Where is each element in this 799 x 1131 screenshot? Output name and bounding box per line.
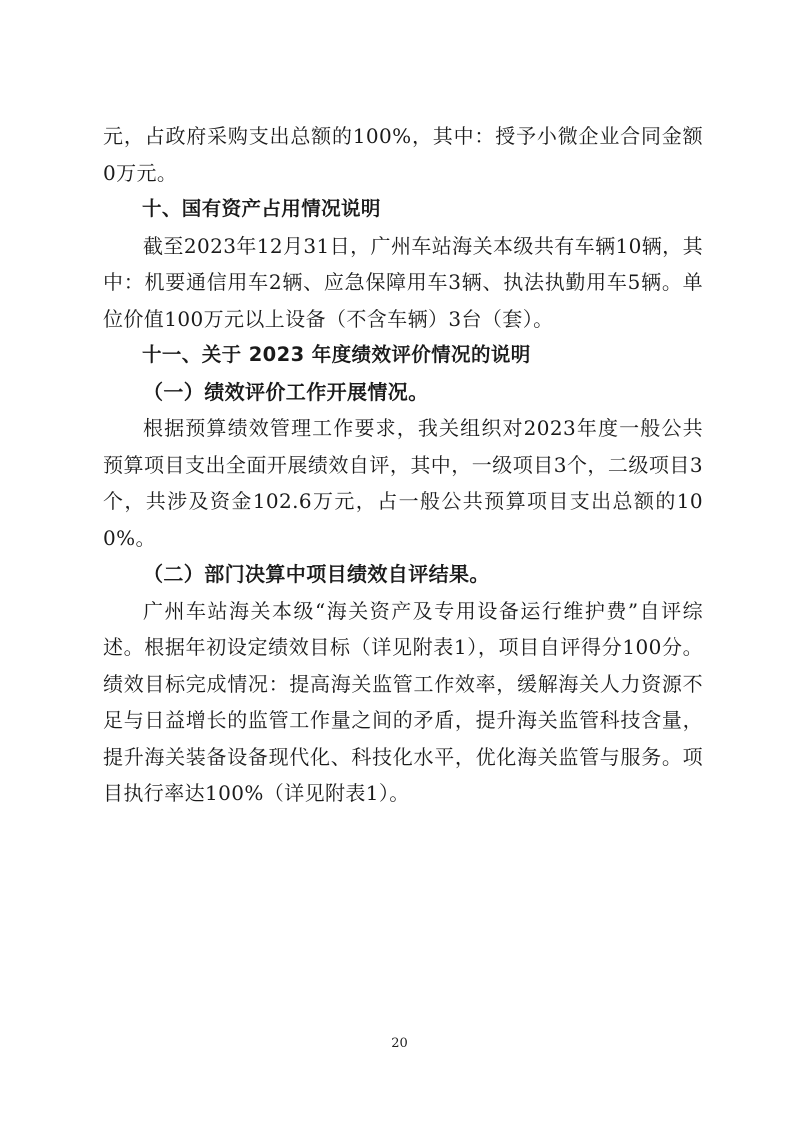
paragraph-self-evaluation-results: 广州车站海关本级“海关资产及专用设备运行维护费”自评综述。根据年初设定绩效目标（详见附表1），项目自评得分100分。绩效目标完成情况：提高海关监管工作效率，缓解海关人力资源不足与日益增长的监管工作量之间的矛盾，提升海关监管科技含量，提升海关装备设备现代化、科技化水平，优化海关监管与服务。项目执行率达100%（详见附表1）。 [103, 598, 703, 805]
paragraph-state-assets: 截至2023年12月31日，广州车站海关本级共有车辆10辆，其中：机要通信用车2辆、应急保障用车3辆、执法执勤用车5辆。单位价值100万元以上设备（不含车辆）3台（套）。 [103, 233, 703, 331]
document-body [103, 118, 703, 812]
subheading-self-evaluation-results: （二）部门决算中项目绩效自评结果。 [143, 562, 490, 586]
paragraph-evaluation-work: 根据预算绩效管理工作要求，我关组织对2023年度一般公共预算项目支出全面开展绩效自评，其中，一级项目3个，二级项目3个，共涉及资金102.6万元，占一般公共预算项目支出总额的100%。 [103, 416, 703, 550]
section-heading-state-assets: 十、国有资产占用情况说明 [142, 197, 381, 220]
page-number: 20 [391, 1036, 408, 1051]
section-heading-performance-evaluation: 十一、关于 2023 年度绩效评价情况的说明 [142, 343, 531, 366]
subheading-evaluation-work: （一）绩效评价工作开展情况。 [143, 379, 429, 404]
paragraph-procurement-continuation: 元，占政府采购支出总额的100%，其中：授予小微企业合同金额0万元。 [103, 124, 703, 185]
